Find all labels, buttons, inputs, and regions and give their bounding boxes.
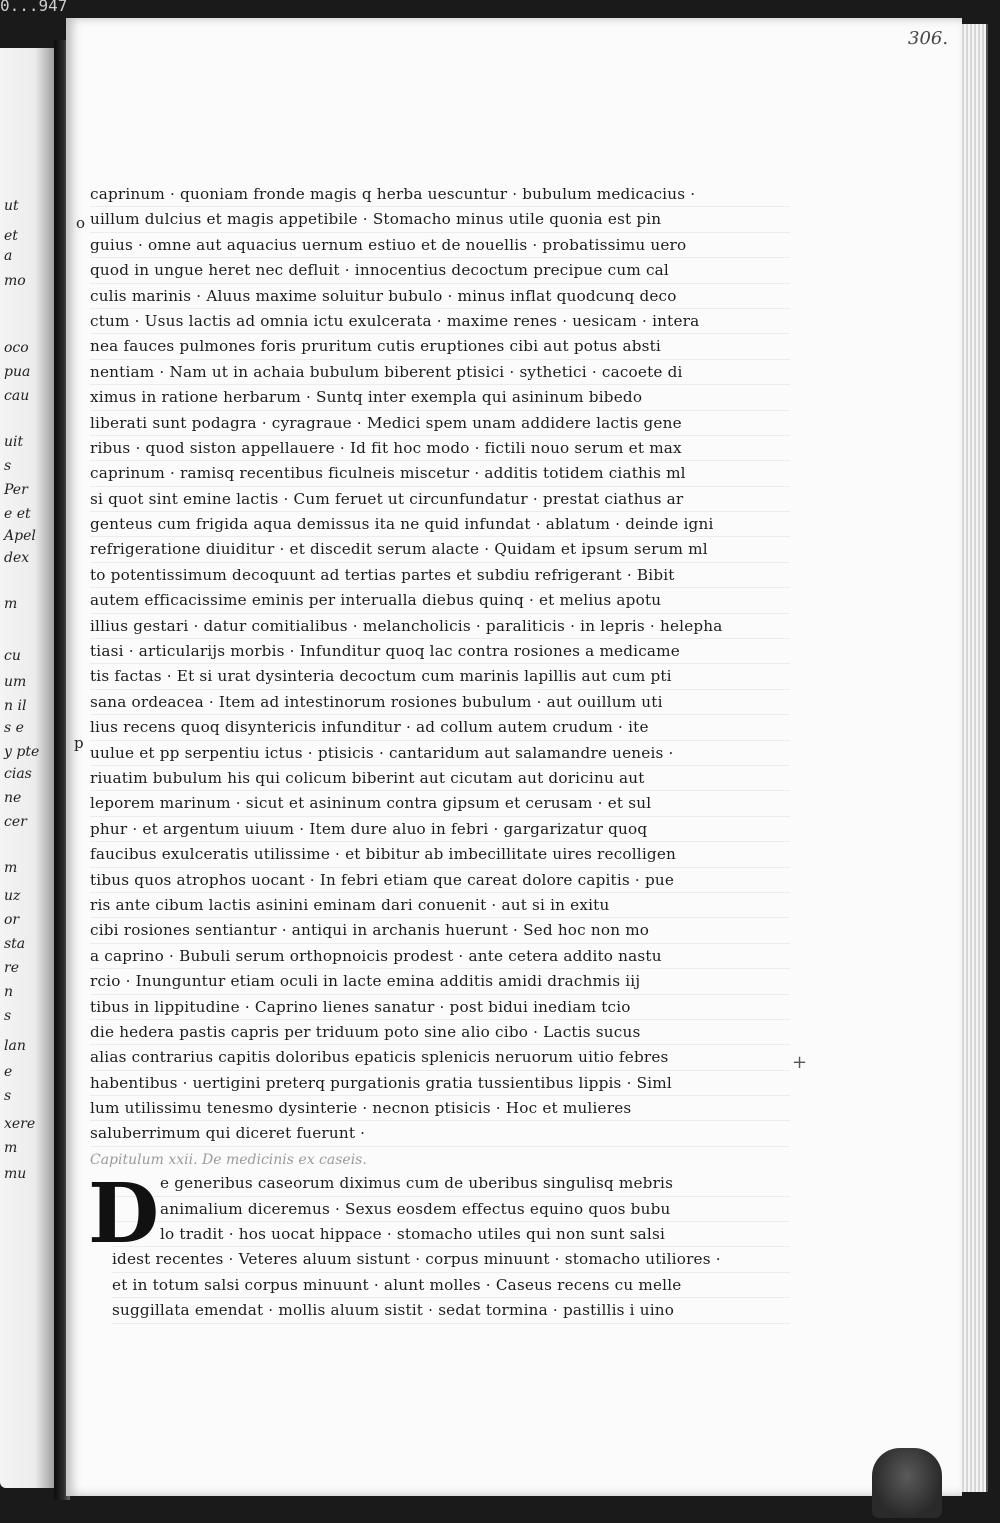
main-lines [90,182,790,1147]
facing-page-fragment: sta [4,936,26,952]
text-line: sana ordeacea · Item ad intestinorum rosiones bubulum · aut ouillum uti [90,690,790,715]
text-line: ximus in ratione herbarum · Suntq inter exempla qui asininum bibedo [90,385,790,410]
chapter-line: suggillata emendat · mollis aluum sistit · sedat tormina · pastillis i uino [112,1298,790,1323]
text-line: phur · et argentum uiuum · Item dure aluo in febri · gargarizatur quoq [90,817,790,842]
text-line: to potentissimum decoquunt ad tertias partes et subdiu refrigerant · Bibit [90,563,790,588]
text-line: uillum dulcius et magis appetibile · Stomacho minus utile quonia est pin [90,207,790,232]
margin-note: p [74,734,84,752]
facing-page-fragment: Apel [4,528,36,544]
facing-page-fragment: n il [4,698,27,714]
text-line: nentiam · Nam ut in achaia bubulum biberent ptisici · sythetici · cacoete di [90,360,790,385]
text-line: tis factas · Et si urat dysinteria decoctum cum marinis lapillis aut cum pti [90,664,790,689]
facing-page-fragment: s [4,458,12,474]
text-line: saluberrimum qui diceret fuerunt · [90,1121,790,1146]
text-line: faucibus exulceratis utilissime · et bibitur ab imbecillitate uires recolligen [90,842,790,867]
facing-page-fragment: ut [4,198,19,214]
facing-page-fragment: m [4,860,18,876]
facing-page-fragment: e [4,1064,13,1080]
chapter-text [88,1166,790,1323]
text-line: rcio · Inunguntur etiam oculi in lacte emina additis amidi drachmis iij [90,969,790,994]
facing-page-fragment: y pte [4,744,40,760]
facing-page-fragment: et [4,228,18,244]
text-line: genteus cum frigida aqua demissus ita ne quid infundat · ablatum · deinde igni [90,512,790,537]
text-line: nea fauces pulmones foris pruritum cutis eruptiones cibi aut potus absti [90,334,790,359]
facing-page-fragment: mu [4,1166,27,1182]
margin-cross-mark: + [792,1052,808,1073]
facing-page-fragment: cer [4,814,27,830]
facing-page-fragment: Per [4,482,28,498]
facing-page-fragment: um [4,674,27,690]
facing-page-fragment: lan [4,1038,26,1054]
facing-page-fragment: xere [4,1116,36,1132]
text-line: riuatim bubulum his qui colicum biberint aut cicutam aut doricinu aut [90,766,790,791]
text-line: guius · omne aut aquacius uernum estiuo et de nouellis · probatissimu uero [90,233,790,258]
text-line: autem efficacissime eminis per interualla diebus quinq · et melius apotu [90,588,790,613]
text-line: die hedera pastis capris per triduum poto sine alio cibo · Lactis sucus [90,1020,790,1045]
text-line: tibus quos atrophos uocant · In febri etiam que careat dolore capitis · pue [90,868,790,893]
text-line: leporem marinum · sicut et asininum contra gipsum et cerusam · et sul [90,791,790,816]
facing-page-fragment: re [4,960,19,976]
text-line: ctum · Usus lactis ad omnia ictu exulcerata · maxime renes · uesicam · intera [90,309,790,334]
chapter-line: idest recentes · Veteres aluum sistunt · corpus minuunt · stomacho utiliores · [112,1247,790,1272]
facing-page-fragment: dex [4,550,30,566]
chapter-line: animalium diceremus · Sexus eosdem effectus equino quos bubu [112,1197,790,1222]
facing-page-fragment: cias [4,766,32,782]
text-line: caprinum · quoniam fronde magis q herba uescuntur · bubulum medicacius · [90,182,790,207]
facing-page-fragment: e et [4,506,31,522]
facing-page-fragment: cau [4,388,30,404]
text-line: lius recens quoq disyntericis infunditur · ad collum autem crudum · ite [90,715,790,740]
text-line: cibi rosiones sentiantur · antiqui in archanis huerunt · Sed hoc non mo [90,918,790,943]
facing-page-fragment: s [4,1088,12,1104]
facing-page-fragment: oco [4,340,29,356]
text-line: ris ante cibum lactis asinini eminam dari conuenit · aut si in exitu [90,893,790,918]
chapter-rubric: Capitulum xxii. De medicinis ex caseis. [90,1151,367,1168]
drop-initial: D [88,1166,160,1263]
page-edges [960,24,988,1492]
facing-page-fragment: cu [4,648,21,664]
text-line: alias contrarius capitis doloribus epaticis splenicis neruorum uitio febres [90,1045,790,1070]
facing-page-fragment: pua [4,364,31,380]
text-line: habentibus · uertigini preterq purgationis gratia tussientibus lippis · Siml [90,1071,790,1096]
text-line: caprinum · ramisq recentibus ficulneis miscetur · additis totidem ciathis ml [90,461,790,486]
text-line: tibus in lippitudine · Caprino lienes sanatur · post bidui inediam tcio [90,995,790,1020]
margin-note: o [76,214,86,232]
facing-page-fragment: uz [4,888,21,904]
text-line: si quot sint emine lactis · Cum feruet ut circunfundatur · prestat ciathus ar [90,487,790,512]
facing-page-fragment: or [4,912,20,928]
facing-page-fragment: s [4,1008,12,1024]
main-text [90,182,790,1324]
scan-label: 0...947 [0,0,68,12]
text-line: culis marinis · Aluus maxime soluitur bubulo · minus inflat quodcunq deco [90,284,790,309]
folio-number: 306. [908,28,949,49]
facing-page-fragment: mo [4,273,26,289]
text-line: ribus · quod siston appellauere · Id fit hoc modo · fictili nouo serum et max [90,436,790,461]
text-line: lum utilissimu tenesmo dysinterie · necnon ptisicis · Hoc et mulieres [90,1096,790,1121]
text-line: quod in ungue heret nec defluit · innocentius decoctum precipue cum cal [90,258,790,283]
chapter-line: lo tradit · hos uocat hippace · stomacho utiles qui non sunt salsi [112,1222,790,1247]
facing-page-fragment: m [4,1140,18,1156]
text-line: illius gestari · datur comitialibus · melancholicis · paraliticis · in lepris · helepha [90,614,790,639]
facing-page-fragment: n [4,984,14,1000]
chapter-line: et in totum salsi corpus minuunt · alunt molles · Caseus recens cu melle [112,1273,790,1298]
text-line: liberati sunt podagra · cyragraue · Medici spem unam addidere lactis gene [90,411,790,436]
reader-thumb [872,1448,942,1518]
text-line: uulue et pp serpentiu ictus · ptisicis · cantaridum aut salamandre ueneis · [90,741,790,766]
text-line: a caprino · Bubuli serum orthopnoicis prodest · ante cetera addito nastu [90,944,790,969]
facing-page-fragment: a [4,248,13,264]
text-line: refrigeratione diuiditur · et discedit serum alacte · Quidam et ipsum serum ml [90,537,790,562]
facing-page-fragment: uit [4,434,24,450]
facing-page [0,48,58,1488]
facing-page-fragment: ne [4,790,22,806]
facing-page-fragment: m [4,596,18,612]
facing-page-fragment: s e [4,720,24,736]
chapter-line: e generibus caseorum diximus cum de uberibus singulisq mebris [112,1171,790,1196]
text-line: tiasi · articularijs morbis · Infunditur quoq lac contra rosiones a medicame [90,639,790,664]
